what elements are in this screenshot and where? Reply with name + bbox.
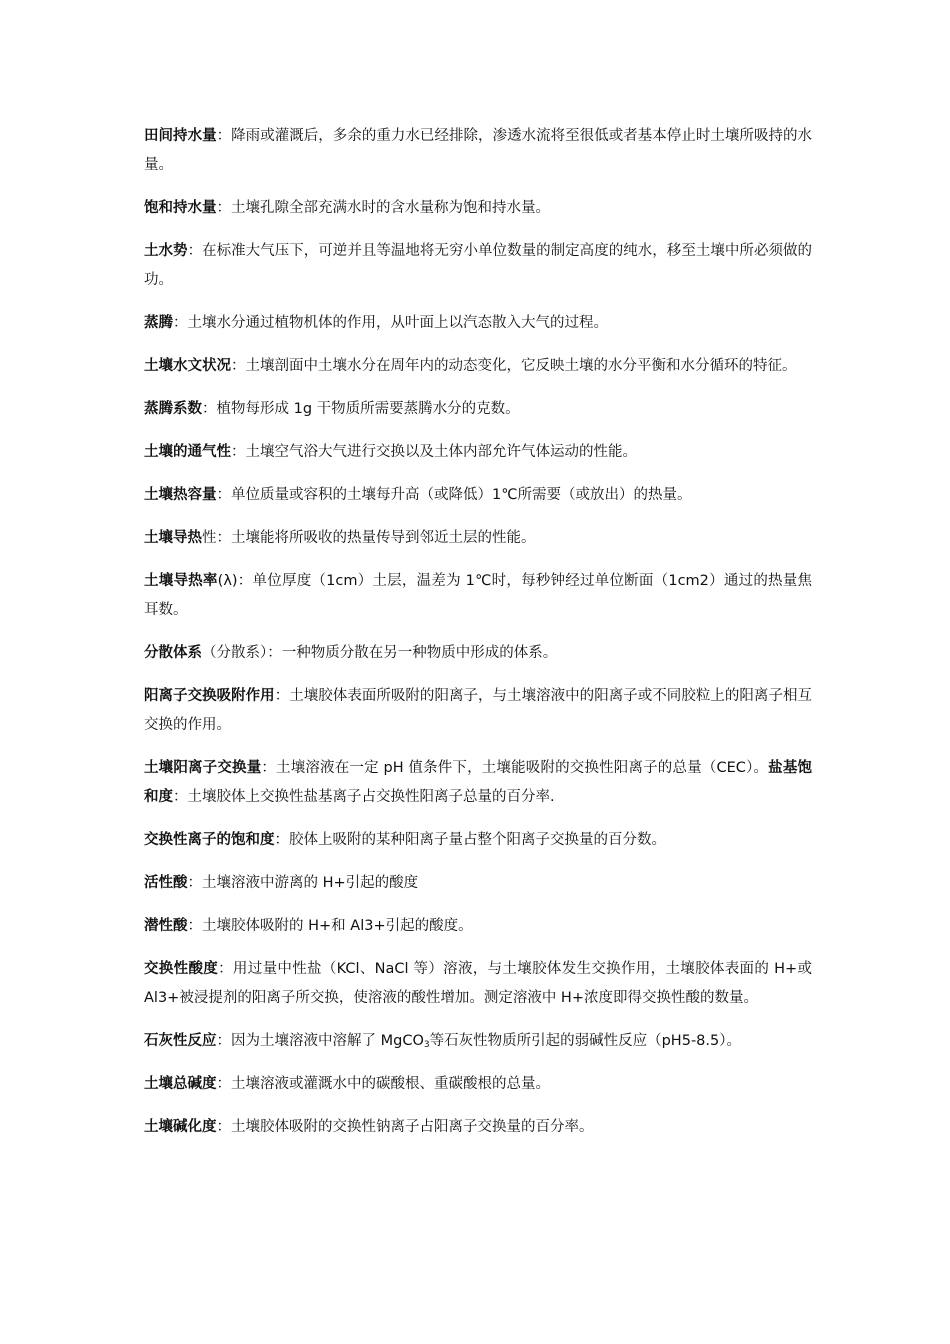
definition: ：土壤溶液中游离的 H+引起的酸度 <box>187 875 419 891</box>
glossary-entry <box>144 309 812 338</box>
definition: ：土壤溶液或灌溉水中的碳酸根、重碳酸根的总量。 <box>216 1076 550 1092</box>
glossary-entry <box>144 826 812 855</box>
definition: ：土壤胶体上交换性盐基离子占交换性阳离子总量的百分率. <box>173 789 555 805</box>
glossary-entry <box>144 1070 812 1099</box>
glossary-entry <box>144 912 812 941</box>
term: 土壤的通气性 <box>144 444 231 460</box>
term: 交换性离子的饱和度 <box>144 832 275 848</box>
term: 土壤导热 <box>144 530 202 546</box>
definition: ：土壤胶体表面所吸附的阳离子，与土壤溶液中的阳离子或不同胶粒上的阳离子相互交换的作用。 <box>144 688 812 733</box>
glossary-entry <box>144 682 812 740</box>
term: 蒸腾系数 <box>144 401 202 417</box>
term: 石灰性反应 <box>144 1033 217 1049</box>
term: 阳离子交换吸附作用 <box>144 688 275 704</box>
definition: ：因为土壤溶液中溶解了 MgCO <box>216 1033 424 1049</box>
term: 土壤总碱度 <box>144 1076 217 1092</box>
term: 蒸腾 <box>144 315 173 331</box>
definition: ：植物每形成 1g 干物质所需要蒸腾水分的克数。 <box>202 401 520 417</box>
term: 活性酸 <box>144 875 188 891</box>
glossary-entry <box>144 639 812 668</box>
definition: (λ)：单位厚度（1cm）土层，温差为 1℃时，每秒钟经过单位断面（1cm2）通过的热量焦耳数。 <box>144 573 813 618</box>
glossary-entry <box>144 869 812 898</box>
term: 土壤水文状况 <box>144 358 231 374</box>
term: 土壤热容量 <box>144 487 217 503</box>
definition: ：降雨或灌溉后，多余的重力水已经排除，渗透水流将至很低或者基本停止时土壤所吸持的水量。 <box>144 128 813 173</box>
glossary-entry <box>144 1113 812 1142</box>
definition: 性：土壤能将所吸收的热量传导到邻近土层的性能。 <box>202 530 536 546</box>
glossary-entry <box>144 438 812 467</box>
glossary-entry <box>144 754 812 812</box>
glossary-entry <box>144 1027 812 1056</box>
term: 交换性酸度 <box>144 961 219 977</box>
glossary-entry <box>144 237 812 295</box>
subscript: 3 <box>423 1040 430 1050</box>
term: 田间持水量 <box>144 128 217 144</box>
definition: ：土壤空气浴大气进行交换以及土体内部允许气体运动的性能。 <box>231 444 637 460</box>
term: 土壤导热率 <box>144 573 218 589</box>
term: 土壤阳离子交换量 <box>144 760 262 776</box>
glossary-body <box>144 122 812 1156</box>
glossary-entry <box>144 481 812 510</box>
term: 饱和持水量 <box>144 200 217 216</box>
term: 土壤碱化度 <box>144 1119 217 1135</box>
glossary-entry <box>144 194 812 223</box>
glossary-entry <box>144 122 812 180</box>
glossary-entry <box>144 567 812 625</box>
definition: ：土壤胶体吸附的 H+和 Al3+引起的酸度。 <box>187 918 473 934</box>
definition: ：土壤水分通过植物机体的作用，从叶面上以汽态散入大气的过程。 <box>173 315 608 331</box>
definition: ：用过量中性盐（KCl、NaCl 等）溶液，与土壤胶体发生交换作用，土壤胶体表面的 H+或 Al3+被浸提剂的阳离子所交换，使溶液的酸性增加。测定溶液中 H+浓度即得交换性酸的数量。 <box>144 961 812 1006</box>
definition: （分散系）：一种物质分散在另一种物质中形成的体系。 <box>202 645 558 661</box>
term: 土水势 <box>144 243 188 259</box>
definition: ：胶体上吸附的某种阳离子量占整个阳离子交换量的百分数。 <box>274 832 666 848</box>
definition: 等石灰性物质所引起的弱碱性反应（pH5-8.5）。 <box>429 1033 741 1049</box>
glossary-entry <box>144 395 812 424</box>
definition: ：单位质量或容积的土壤每升高（或降低）1℃所需要（或放出）的热量。 <box>216 487 692 503</box>
definition: ：在标准大气压下，可逆并且等温地将无穷小单位数量的制定高度的纯水，移至土壤中所必须做的功。 <box>144 243 813 288</box>
glossary-entry <box>144 955 812 1013</box>
definition: ：土壤剖面中土壤水分在周年内的动态变化，它反映土壤的水分平衡和水分循环的特征。 <box>231 358 797 374</box>
term: 盐基饱和度 <box>144 760 813 805</box>
term: 潜性酸 <box>144 918 188 934</box>
definition: ：土壤胶体吸附的交换性钠离子占阳离子交换量的百分率。 <box>216 1119 594 1135</box>
definition: ：土壤溶液在一定 pH 值条件下，土壤能吸附的交换性阳离子的总量（CEC）。 <box>261 760 769 776</box>
glossary-entry <box>144 352 812 381</box>
term: 分散体系 <box>144 645 202 661</box>
glossary-entry <box>144 524 812 553</box>
definition: ：土壤孔隙全部充满水时的含水量称为饱和持水量。 <box>216 200 550 216</box>
